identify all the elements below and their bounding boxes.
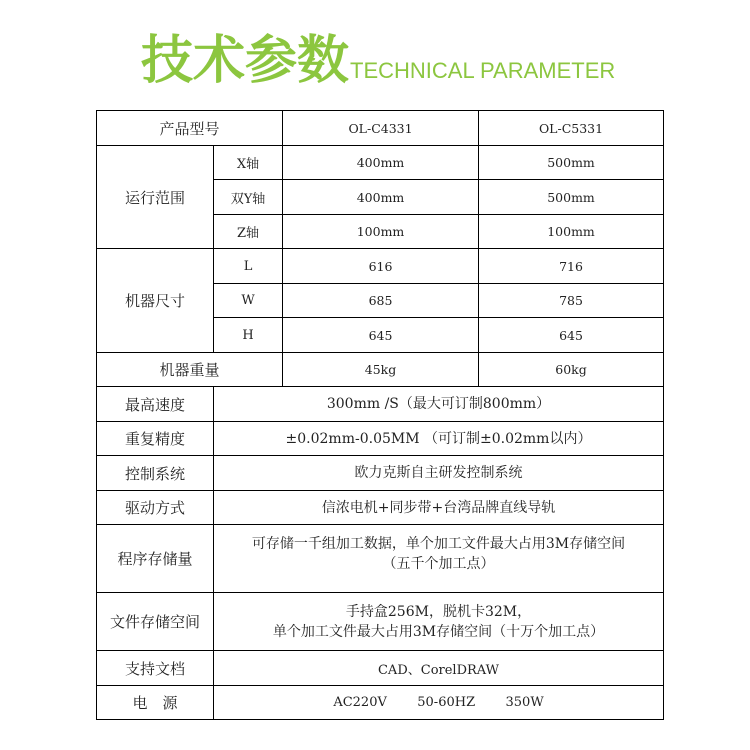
value-cell: 685 bbox=[283, 284, 479, 318]
axis-label: X轴 bbox=[214, 146, 283, 180]
page-header bbox=[141, 18, 616, 91]
table-row bbox=[97, 686, 664, 720]
spec-value: CAD、CorelDRAW bbox=[214, 651, 664, 686]
value-cell: 645 bbox=[283, 318, 479, 353]
spec-value bbox=[214, 593, 664, 651]
table-row-weight bbox=[97, 353, 664, 387]
spec-value: AC220V 50-60HZ 350W bbox=[214, 686, 664, 720]
spec-label: 最高速度 bbox=[97, 387, 214, 422]
spec-value-line-1: 可存储一千组加工数据，单个加工文件最大占用3M存储空间 bbox=[251, 535, 626, 552]
travel-label: 运行范围 bbox=[97, 146, 214, 249]
value-cell: 100mm bbox=[479, 215, 664, 249]
spec-label: 驱动方式 bbox=[97, 491, 214, 525]
table-row bbox=[97, 422, 664, 456]
value-cell: 500mm bbox=[479, 180, 664, 215]
axis-label: L bbox=[214, 249, 283, 284]
spec-label: 支持文档 bbox=[97, 651, 214, 686]
table-row bbox=[97, 387, 664, 422]
table-row-model bbox=[97, 111, 664, 146]
model-1: OL-C4331 bbox=[283, 111, 479, 146]
spec-value-line-2: 单个加工文件最大占用3M存储空间（十万个加工点） bbox=[272, 623, 605, 640]
dimensions-label: 机器尺寸 bbox=[97, 249, 214, 353]
axis-label: 双Y轴 bbox=[214, 180, 283, 215]
value-cell: 60kg bbox=[479, 353, 664, 387]
table-row bbox=[97, 525, 664, 593]
value-cell: 500mm bbox=[479, 146, 664, 180]
spec-value: 300mm /S（最大可订制800mm） bbox=[214, 387, 664, 422]
spec-value: 信浓电机+同步带+台湾品牌直线导轨 bbox=[214, 491, 664, 525]
value-cell: 45kg bbox=[283, 353, 479, 387]
value-cell: 716 bbox=[479, 249, 664, 284]
spec-value bbox=[214, 525, 664, 593]
value-cell: 400mm bbox=[283, 180, 479, 215]
value-cell: 785 bbox=[479, 284, 664, 318]
table-row bbox=[97, 456, 664, 491]
spec-value-line-1: 手持盒256M，脱机卡32M， bbox=[345, 603, 532, 620]
table-row bbox=[97, 249, 664, 284]
spec-label: 控制系统 bbox=[97, 456, 214, 491]
spec-label: 重复精度 bbox=[97, 422, 214, 456]
spec-value: 欧力克斯自主研发控制系统 bbox=[214, 456, 664, 491]
value-cell: 616 bbox=[283, 249, 479, 284]
table-row bbox=[97, 593, 664, 651]
spec-label: 程序存储量 bbox=[97, 525, 214, 593]
value-cell: 100mm bbox=[283, 215, 479, 249]
model-2: OL-C5331 bbox=[479, 111, 664, 146]
table-row bbox=[97, 651, 664, 686]
title-chinese: 技术参数 bbox=[141, 31, 350, 91]
model-label: 产品型号 bbox=[97, 111, 283, 146]
spec-value: ±0.02mm-0.05MM （可订制±0.02mm以内） bbox=[214, 422, 664, 456]
value-cell: 645 bbox=[479, 318, 664, 353]
axis-label: Z轴 bbox=[214, 215, 283, 249]
table-row bbox=[97, 491, 664, 525]
spec-label: 电 源 bbox=[97, 686, 214, 720]
weight-label: 机器重量 bbox=[97, 353, 283, 387]
title-english: TECHNICAL PARAMETER bbox=[350, 58, 616, 83]
spec-label: 文件存储空间 bbox=[97, 593, 214, 651]
value-cell: 400mm bbox=[283, 146, 479, 180]
spec-table bbox=[96, 110, 664, 720]
axis-label: H bbox=[214, 318, 283, 353]
axis-label: W bbox=[214, 284, 283, 318]
table-row bbox=[97, 146, 664, 180]
spec-value-line-2: （五千个加工点） bbox=[382, 555, 495, 572]
